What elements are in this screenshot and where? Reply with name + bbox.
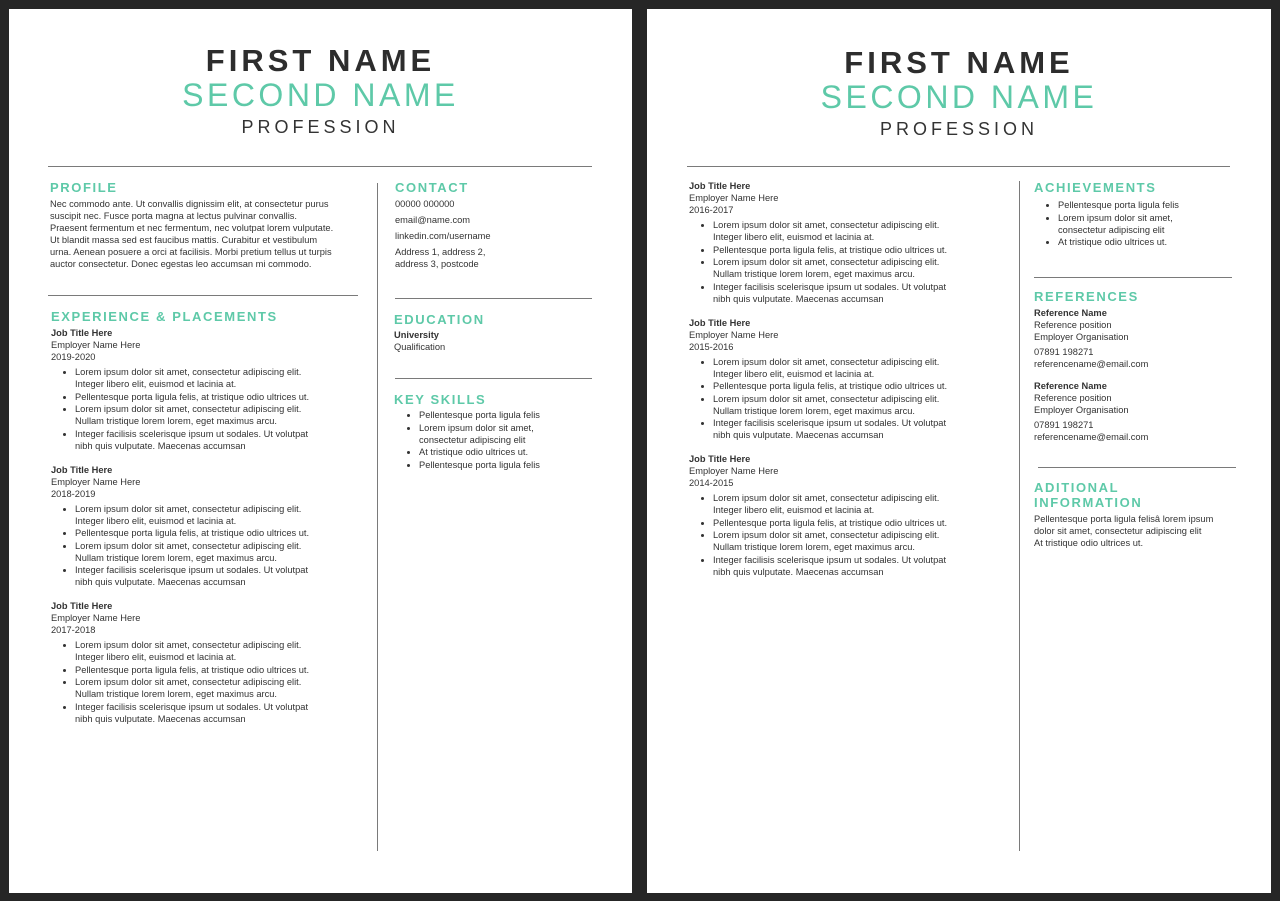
reference-entry [1034, 380, 1254, 443]
bullet-item: • Lorem ipsum dolor sit amet, consectetur adipiscing elit. Integer libero elit, euismod et lacinia at. [75, 366, 371, 390]
additional-text [1034, 513, 1259, 549]
bullet-item: • Lorem ipsum dolor sit amet, consectetur adipiscing elit. Nullam tristique lorem lorem, eget maximus arcu. [713, 529, 1009, 553]
profile-line: Nec commodo ante. Ut convallis dignissim elit, at consectetur purus [50, 199, 329, 209]
references-divider [1038, 467, 1236, 468]
employer-name: Employer Name Here [689, 193, 779, 203]
job-bullets [51, 639, 371, 725]
reference-name: Reference Name [1034, 381, 1107, 391]
job-title: Job Title Here [689, 317, 751, 328]
reference-email[interactable]: referencename@email.com [1034, 432, 1149, 442]
contact-divider [395, 298, 592, 299]
bullet-item: • Lorem ipsum dolor sit amet, consectetur adipiscing elit. Integer libero elit, euismod et lacinia at. [75, 639, 371, 663]
job-entry [689, 453, 1009, 578]
first-name: FIRST NAME [844, 45, 1074, 80]
achievement-item: • At tristique odio ultrices ut. [1058, 236, 1254, 248]
job-title: Job Title Here [51, 464, 113, 475]
bullet-item: • Integer facilisis scelerisque ipsum ut sodales. Ut volutpat nibh quis vulputate. Maecenas accumsan [75, 428, 371, 452]
job-years: 2014-2015 [689, 478, 734, 488]
bullet-item: • Lorem ipsum dolor sit amet, consectetur adipiscing elit. Integer libero elit, euismod et lacinia at. [75, 503, 371, 527]
profile-line: auctor consectetur. Donec egestas leo accumsan mi commodo. [50, 259, 312, 269]
job-bullets [51, 366, 371, 452]
profession: PROFESSION [241, 117, 400, 137]
additional-line: dolor sit amet, consectetur adipiscing elit [1034, 526, 1202, 536]
bullet-item: • Lorem ipsum dolor sit amet, consectetur adipiscing elit. Nullam tristique lorem lorem, eget maximus arcu. [75, 676, 371, 700]
skill-item: • At tristique odio ultrices ut. [419, 446, 615, 458]
job-title: Job Title Here [51, 601, 113, 611]
job-bullets [689, 356, 1009, 442]
bullet-item: • Integer facilisis scelerisque ipsum ut sodales. Ut volutpat nibh quis vulputate. Maecenas accumsan [713, 417, 1009, 441]
job-bullets [689, 219, 1009, 305]
contact-heading: CONTACT [395, 180, 469, 195]
employer-name: Employer Name Here [51, 476, 141, 487]
second-name: SECOND NAME [820, 79, 1098, 115]
header-divider [687, 166, 1230, 167]
skill-item: • Pellentesque porta ligula felis [419, 409, 615, 421]
profile-line: Ut blandit massa sed est faucibus mattis. Curabitur et vestibulum [50, 235, 318, 245]
linkedin-url[interactable]: linkedin.com/username [395, 231, 491, 241]
skills-heading: KEY SKILLS [394, 392, 487, 407]
references-list [1034, 307, 1254, 453]
job-bullets [689, 492, 1009, 578]
skills-list [395, 409, 615, 471]
achievement-item: • Pellentesque porta ligula felis [1058, 199, 1254, 211]
reference-position: Reference position [1034, 393, 1112, 403]
bullet-item: • Lorem ipsum dolor sit amet, consectetur adipiscing elit. Integer libero elit, euismod et lacinia at. [713, 219, 1009, 243]
job-entry [51, 464, 371, 589]
job-years: 2016-2017 [689, 205, 734, 215]
email-address[interactable]: email@name.com [395, 215, 471, 225]
reference-entry [1034, 307, 1254, 370]
additional-line: At tristique odio ultrices ut. [1034, 538, 1144, 548]
bullet-item: • Pellentesque porta ligula felis, at tristique odio ultrices ut. [75, 527, 371, 539]
name-header [9, 45, 632, 139]
profile-heading: PROFILE [50, 180, 118, 195]
skills-list-wrapper [395, 409, 615, 471]
education-heading: EDUCATION [394, 312, 485, 327]
resume-page-2 [647, 9, 1271, 893]
bullet-item: • Pellentesque porta ligula felis, at tristique odio ultrices ut. [75, 391, 371, 403]
first-name: FIRST NAME [205, 43, 436, 78]
qualification: Qualification [394, 342, 446, 352]
bullet-item: • Integer facilisis scelerisque ipsum ut sodales. Ut volutpat nibh quis vulputate. Maecenas accumsan [75, 564, 371, 588]
profession: PROFESSION [879, 119, 1039, 139]
skill-item: • Pellentesque porta ligula felis [419, 459, 615, 471]
achievement-item: • Lorem ipsum dolor sit amet, consectetur adipiscing elit [1058, 212, 1254, 236]
column-divider [377, 183, 378, 851]
profile-line: suscipit nec. Fusce porta magna at lectus pulvinar convallis. [50, 211, 298, 221]
profile-line: urna. Aenean posuere a orci at facilisis. Morbi pretium tellus ut turpis [50, 247, 332, 257]
phone-number: 00000 000000 [395, 199, 455, 209]
bullet-item: • Lorem ipsum dolor sit amet, consectetur adipiscing elit. Nullam tristique lorem lorem, eget maximus arcu. [713, 256, 1009, 280]
employer-name: Employer Name Here [51, 340, 141, 350]
skill-item: • Lorem ipsum dolor sit amet, consectetur adipiscing elit [419, 422, 615, 446]
job-bullets [51, 503, 371, 589]
reference-organisation: Employer Organisation [1034, 332, 1129, 342]
second-name: SECOND NAME [182, 77, 459, 113]
bullet-item: • Integer facilisis scelerisque ipsum ut sodales. Ut volutpat nibh quis vulputate. Maecenas accumsan [713, 554, 1009, 578]
column-divider [1019, 181, 1020, 851]
achievements-heading: ACHIEVEMENTS [1034, 180, 1157, 195]
bullet-item: • Lorem ipsum dolor sit amet, consectetur adipiscing elit. Nullam tristique lorem lorem, eget maximus arcu. [713, 393, 1009, 417]
reference-email[interactable]: referencename@email.com [1034, 359, 1149, 369]
reference-phone: 07891 198271 [1034, 420, 1094, 430]
employer-name: Employer Name Here [689, 329, 779, 340]
job-years: 2018-2019 [51, 488, 96, 499]
employer-name: Employer Name Here [51, 613, 141, 623]
bullet-item: • Pellentesque porta ligula felis, at tristique odio ultrices ut. [713, 380, 1009, 392]
address-line: address 3, postcode [395, 259, 479, 269]
employer-name: Employer Name Here [689, 466, 779, 476]
bullet-item: • Integer facilisis scelerisque ipsum ut sodales. Ut volutpat nibh quis vulputate. Maecenas accumsan [75, 701, 371, 725]
experience-list [689, 180, 1009, 590]
bullet-item: • Lorem ipsum dolor sit amet, consectetur adipiscing elit. Nullam tristique lorem lorem, eget maximus arcu. [75, 540, 371, 564]
bullet-item: • Lorem ipsum dolor sit amet, consectetur adipiscing elit. Nullam tristique lorem lorem, eget maximus arcu. [75, 403, 371, 427]
job-entry [51, 600, 371, 725]
references-heading: REFERENCES [1034, 289, 1139, 304]
achievements-wrapper [1034, 199, 1254, 249]
job-entry [689, 317, 1009, 442]
job-years: 2015-2016 [689, 341, 734, 352]
education-details [394, 329, 614, 353]
job-entry [51, 327, 371, 452]
job-years: 2017-2018 [51, 625, 96, 635]
reference-organisation: Employer Organisation [1034, 405, 1129, 415]
resume-page-1 [9, 9, 632, 893]
name-header [647, 47, 1271, 141]
profile-text [50, 198, 370, 270]
achievements-divider [1034, 277, 1232, 278]
bullet-item: • Pellentesque porta ligula felis, at tristique odio ultrices ut. [713, 517, 1009, 529]
bullet-item: • Lorem ipsum dolor sit amet, consectetur adipiscing elit. Integer libero elit, euismod et lacinia at. [713, 356, 1009, 380]
header-divider [48, 166, 592, 167]
education-divider [395, 378, 592, 379]
job-entry [689, 180, 1009, 305]
additional-line: Pellentesque porta ligula felisâ lorem ipsum [1034, 514, 1214, 524]
additional-heading-line: INFORMATION [1034, 495, 1143, 510]
job-years: 2019-2020 [51, 352, 96, 362]
bullet-item: • Pellentesque porta ligula felis, at tristique odio ultrices ut. [75, 664, 371, 676]
address-line: Address 1, address 2, [395, 247, 486, 257]
additional-heading [1034, 480, 1142, 510]
profile-line: Praesent fermentum et nec fermentum, nec volutpat lorem vulputate. [50, 223, 334, 233]
bullet-item: • Pellentesque porta ligula felis, at tristique odio ultrices ut. [713, 244, 1009, 256]
reference-name: Reference Name [1034, 308, 1107, 318]
bullet-item: • Integer facilisis scelerisque ipsum ut sodales. Ut volutpat nibh quis vulputate. Maecenas accumsan [713, 281, 1009, 305]
reference-position: Reference position [1034, 320, 1112, 330]
additional-heading-line: ADITIONAL [1034, 480, 1120, 495]
bullet-item: • Lorem ipsum dolor sit amet, consectetur adipiscing elit. Integer libero elit, euismod et lacinia at. [713, 492, 1009, 516]
school-name: University [394, 330, 439, 340]
profile-divider [48, 295, 358, 296]
experience-list [51, 327, 371, 737]
job-title: Job Title Here [689, 454, 751, 464]
job-title: Job Title Here [51, 328, 113, 338]
contact-details [395, 198, 615, 270]
job-title: Job Title Here [689, 181, 751, 191]
reference-phone: 07891 198271 [1034, 347, 1094, 357]
achievements-list [1034, 199, 1254, 248]
experience-heading: EXPERIENCE & PLACEMENTS [51, 309, 278, 324]
